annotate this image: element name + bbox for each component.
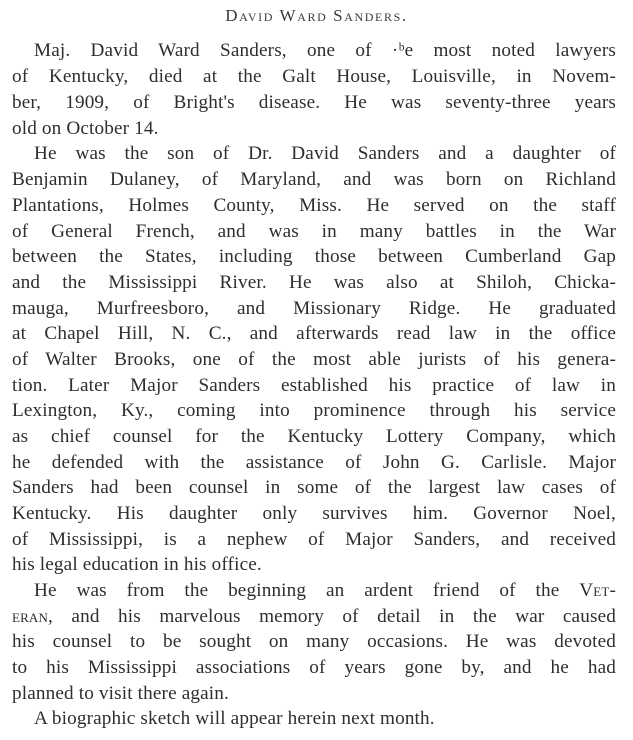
paragraph-3-line-1: He was from the beginning an ardent friend of the Vet- xyxy=(34,580,616,601)
paragraph-1-line-1: Maj. David Ward Sanders, one of ·ᵇe most noted lawyers xyxy=(34,40,616,61)
veteran-small-caps: eran xyxy=(12,606,48,627)
paragraph-2-line-8: at Chapel Hill, N. C., and afterwards read law in the office xyxy=(12,323,616,344)
paragraph-2-line-13: he defended with the assistance of John G. Carlisle. Major xyxy=(12,452,616,473)
paragraph-2-line-11: Lexington, Ky., coming into prominence through his service xyxy=(12,400,616,421)
paragraph-1-line-4: old on October 14. xyxy=(12,118,159,139)
paragraph-3-line-4: to his Mississippi associations of years gone by, and he had xyxy=(12,657,616,678)
paragraph-2-line-16: of Mississippi, is a nephew of Major Sanders, and received xyxy=(12,529,616,550)
paragraph-2-line-17: his legal education in his office. xyxy=(12,554,262,575)
paragraph-2-line-12: as chief counsel for the Kentucky Lottery Company, which xyxy=(12,426,616,447)
paragraph-2-line-3: Plantations, Holmes County, Miss. He served on the staff xyxy=(12,195,616,216)
paragraph-2-line-6: and the Mississippi River. He was also at Shiloh, Chicka- xyxy=(12,272,616,293)
paragraph-2-line-15: Kentucky. His daughter only survives him. Governor Noel, xyxy=(12,503,616,524)
paragraph-3-line-2: eran, and his marvelous memory of detail in the war caused xyxy=(12,606,616,627)
paragraph-1-line-2: of Kentucky, died at the Galt House, Louisville, in Novem- xyxy=(12,66,616,87)
paragraph-2-line-1: He was the son of Dr. David Sanders and a daughter of xyxy=(34,143,616,164)
paragraph-2-line-9: of Walter Brooks, one of the most able jurists of his genera- xyxy=(12,349,616,370)
paragraph-2-line-4: of General French, and was in many battles in the War xyxy=(12,221,616,242)
paragraph-1-line-3: ber, 1909, of Bright's disease. He was seventy-three years xyxy=(12,92,616,113)
paragraph-2-line-14: Sanders had been counsel in some of the largest law cases of xyxy=(12,477,616,498)
paragraph-3-line-3: his counsel to be sought on many occasions. He was devoted xyxy=(12,631,616,652)
veteran-small-caps: Vet- xyxy=(579,580,616,601)
paragraph-4-line-1: A biographic sketch will appear herein next month. xyxy=(34,708,435,729)
paragraph-2-line-7: mauga, Murfreesboro, and Missionary Ridge. He graduated xyxy=(12,298,616,319)
paragraph-2-line-10: tion. Later Major Sanders established his practice of law in xyxy=(12,375,616,396)
paragraph-2-line-2: Benjamin Dulaney, of Maryland, and was born on Richland xyxy=(12,169,616,190)
paragraph-2-line-5: between the States, including those between Cumberland Gap xyxy=(12,246,616,267)
paragraph-3-line-5: planned to visit there again. xyxy=(12,683,229,704)
article-title: David Ward Sanders. xyxy=(225,6,408,25)
